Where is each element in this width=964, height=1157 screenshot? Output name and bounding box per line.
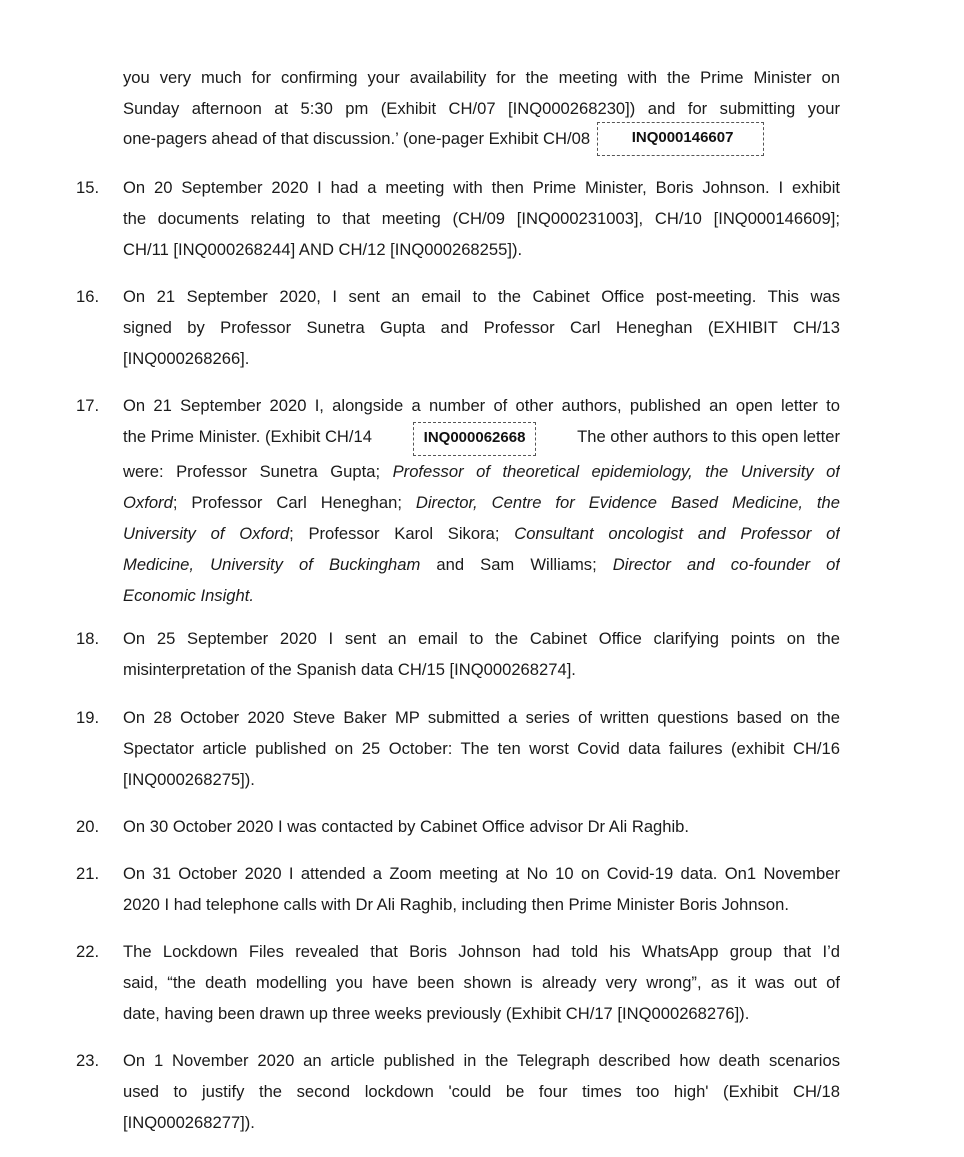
text-line <box>123 456 840 487</box>
text-line: signed by Professor Sunetra Gupta and Professor Carl Heneghan (EXHIBIT CH/13 <box>123 318 840 337</box>
text-line: misinterpretation of the Spanish data CH/15 [INQ000268274]. <box>123 660 576 679</box>
text-fragment: one-pagers ahead of that discussion.’ (one-pager Exhibit CH/08 <box>123 129 591 148</box>
text-line: [INQ000268266]. <box>123 349 250 368</box>
paragraph-19 <box>76 702 840 795</box>
paragraph-21 <box>76 858 840 920</box>
paragraph-number: 19. <box>76 708 100 727</box>
paragraph-number: 16. <box>76 287 100 306</box>
text-line: said, “the death modelling you have been shown is already very wrong”, as it was out of <box>123 973 840 992</box>
text-line: On 20 September 2020 I had a meeting with then Prime Minister, Boris Johnson. I exhibit <box>123 178 840 197</box>
text-line: date, having been drawn up three weeks previously (Exhibit CH/17 [INQ000268276]). <box>123 1004 750 1023</box>
text-line: CH/11 [INQ000268244] AND CH/12 [INQ000268255]). <box>123 240 523 259</box>
text-line: On 21 September 2020, I sent an email to the Cabinet Office post-meeting. This was <box>123 287 840 306</box>
text-fragment: The other authors to this open letter <box>577 427 840 446</box>
text-line: On 30 October 2020 I was contacted by Cabinet Office advisor Dr Ali Raghib. <box>123 817 690 836</box>
text-line <box>123 549 840 580</box>
paragraph-number: 18. <box>76 629 100 648</box>
text-line <box>123 518 840 549</box>
text-line <box>123 580 840 611</box>
italic-fragment: Professor of theoretical epidemiology, the University of <box>392 462 840 481</box>
paragraph-number: 17. <box>76 396 100 415</box>
italic-fragment: Director and co-founder of <box>612 555 840 574</box>
text-line: The Lockdown Files revealed that Boris Johnson had told his WhatsApp group that I’d <box>123 942 840 961</box>
text-line: On 31 October 2020 I attended a Zoom meeting at No 10 on Covid-19 data. On1 November <box>123 864 840 883</box>
text-line: On 25 September 2020 I sent an email to the Cabinet Office clarifying points on the <box>123 629 840 648</box>
italic-fragment: Economic Insight. <box>123 586 254 605</box>
text-line: On 1 November 2020 an article published in the Telegraph described how death scenarios <box>123 1051 840 1070</box>
text-line <box>123 487 840 518</box>
text-fragment: the Prime Minister. (Exhibit CH/14 <box>123 427 372 446</box>
paragraph-number: 21. <box>76 864 100 883</box>
paragraph-16 <box>76 281 840 374</box>
text-line: the documents relating to that meeting (CH/09 [INQ000231003], CH/10 [INQ000146609]; <box>123 209 840 228</box>
text-line: used to justify the second lockdown 'could be four times too high' (Exhibit CH/18 <box>123 1082 840 1101</box>
text-line <box>123 122 840 156</box>
paragraph-number: 15. <box>76 178 100 197</box>
paragraph-20 <box>76 811 840 842</box>
text-line: On 21 September 2020 I, alongside a number of other authors, published an open letter to <box>123 396 840 415</box>
text-line: Sunday afternoon at 5:30 pm (Exhibit CH/07 [INQ000268230]) and for submitting your <box>123 99 840 118</box>
paragraph-22 <box>76 936 840 1029</box>
text-fragment: ; Professor Karol Sikora; <box>289 524 515 543</box>
carryover-paragraph <box>76 62 840 156</box>
paragraph-15 <box>76 172 840 265</box>
italic-fragment: Consultant oncologist and Professor of <box>514 524 840 543</box>
italic-fragment: Medicine, University of Buckingham <box>123 555 421 574</box>
text-line: [INQ000268275]). <box>123 770 255 789</box>
paragraph-18 <box>76 623 840 685</box>
italic-fragment: Director, Centre for Evidence Based Medicine, the <box>415 493 840 512</box>
italic-fragment: Oxford <box>123 493 173 512</box>
text-line: Spectator article published on 25 October: The ten worst Covid data failures (exhibit CH/16 <box>123 739 840 758</box>
text-line: On 28 October 2020 Steve Baker MP submitted a series of written questions based on the <box>123 708 840 727</box>
paragraph-number: 23. <box>76 1051 100 1070</box>
paragraph-17 <box>76 390 840 611</box>
text-fragment: and Sam Williams; <box>420 555 613 574</box>
paragraph-23 <box>76 1045 840 1138</box>
text-fragment: ; Professor Carl Heneghan; <box>172 493 416 512</box>
text-line: [INQ000268277]). <box>123 1113 255 1132</box>
italic-fragment: University of Oxford <box>123 524 290 543</box>
paragraph-number: 22. <box>76 942 100 961</box>
text-fragment: were: Professor Sunetra Gupta; <box>123 462 393 481</box>
redaction-box: INQ000062668 <box>413 422 537 456</box>
paragraph-number: 20. <box>76 817 100 836</box>
text-line: you very much for confirming your availability for the meeting with the Prime Minister on <box>123 68 840 87</box>
redaction-box: INQ000146607 <box>597 122 765 156</box>
text-line <box>123 421 840 456</box>
text-line: 2020 I had telephone calls with Dr Ali Raghib, including then Prime Minister Boris Johnson. <box>123 895 789 914</box>
